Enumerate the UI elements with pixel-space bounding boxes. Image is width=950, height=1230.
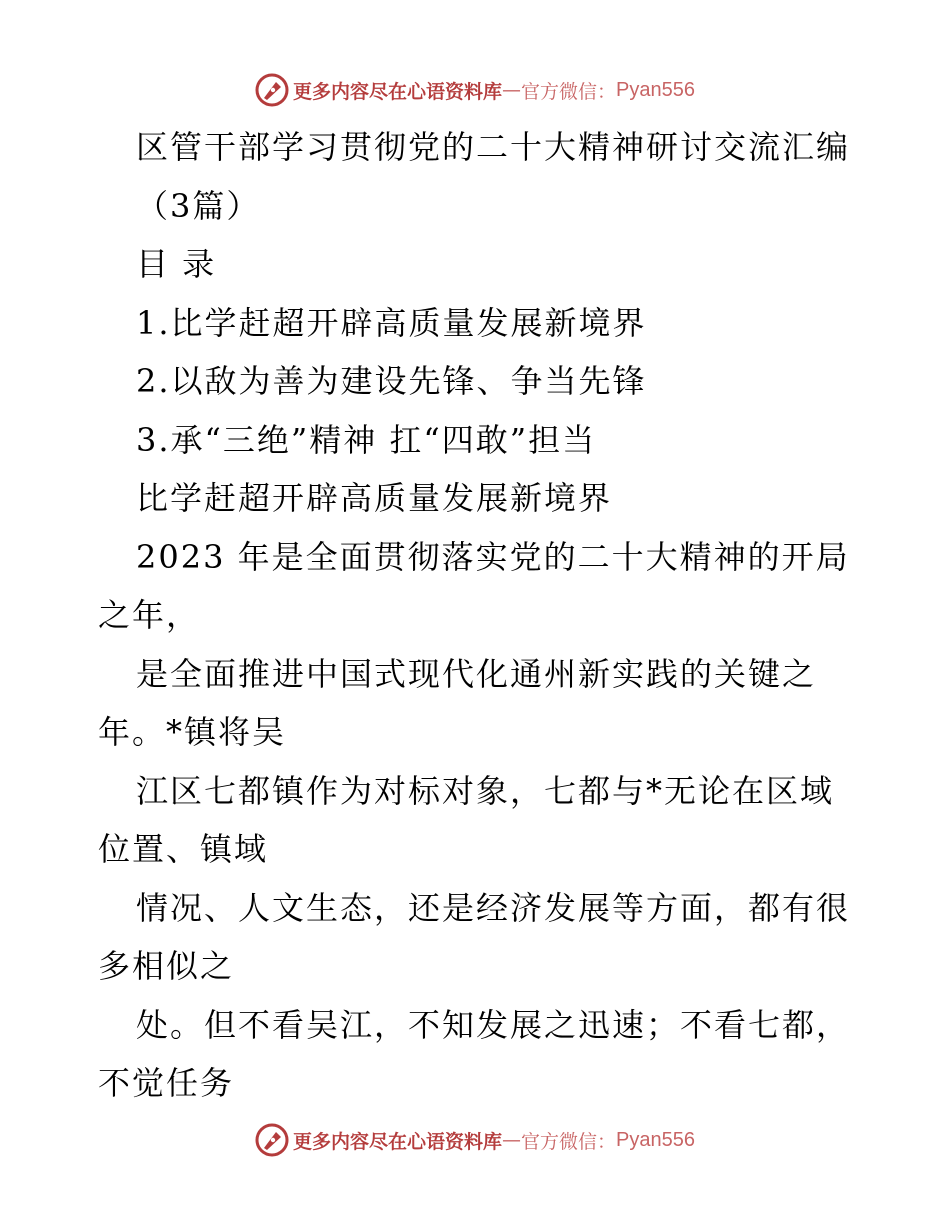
toc-heading: 目 录 <box>136 245 217 283</box>
body-line: 年。*镇将吴 <box>98 713 287 751</box>
body-line: 情况、人文生态，还是经济发展等方面，都有很 <box>136 888 851 927</box>
wechat-account: Pyan556 <box>616 1128 695 1151</box>
body-line: 处。但不看吴江，不知发展之迅速；不看七都， <box>136 1005 851 1044</box>
body-line: 是全面推进中国式现代化通州新实践的关键之 <box>136 654 817 693</box>
section-heading: 比学赶超开辟高质量发展新境界 <box>136 479 613 517</box>
body-line: 之年， <box>98 596 201 634</box>
toc-item: 2.以敌为善为建设先锋、争当先锋 <box>136 362 647 400</box>
separator-dash: — <box>502 1129 522 1151</box>
body-line: 多相似之 <box>98 947 235 985</box>
header-watermark <box>0 72 950 108</box>
footer-watermark <box>0 1122 950 1158</box>
body-line: 位置、镇域 <box>98 830 269 868</box>
separator-dash: — <box>502 79 522 101</box>
body-line: 江区七都镇作为对标对象，七都与*无论在区域 <box>136 771 835 810</box>
site-name: 更多内容尽在心语资料库 <box>293 1130 503 1153</box>
fountain-pen-nib-icon <box>255 1123 289 1157</box>
wechat-label: 官方微信： <box>521 1130 617 1153</box>
document-title-count: （3篇） <box>136 186 261 225</box>
body-line: 不觉任务 <box>98 1064 235 1102</box>
document-title: 区管干部学习贯彻党的二十大精神研讨交流汇编 <box>136 128 851 166</box>
site-name: 更多内容尽在心语资料库 <box>293 80 503 103</box>
wechat-account: Pyan556 <box>616 78 695 101</box>
fountain-pen-nib-icon <box>255 73 289 107</box>
wechat-label: 官方微信： <box>521 80 617 103</box>
body-line: 2023 年是全面贯彻落实党的二十大精神的开局 <box>136 537 850 576</box>
toc-item: 1.比学赶超开辟高质量发展新境界 <box>136 303 647 342</box>
document-body <box>98 118 858 1113</box>
toc-item: 3.承“三绝”精神 扛“四敢”担当 <box>136 420 597 459</box>
